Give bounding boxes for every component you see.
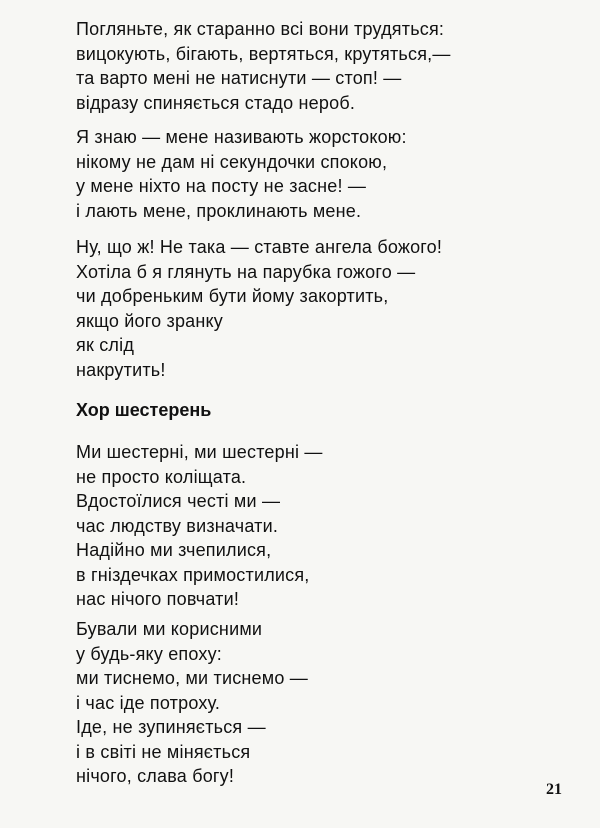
section-title: Хор шестерень [76, 400, 212, 420]
poem-line: у мене ніхто на посту не засне! — [76, 176, 367, 196]
poem-line: в гніздечках примостилися, [76, 564, 310, 585]
poem-line: нікому не дам ні секундочки спокою, [76, 151, 388, 172]
poem-line: і в світі не міняється [76, 741, 251, 762]
poem-line: і лають мене, проклинають мене. [76, 200, 362, 221]
poem-line: як слід [76, 335, 135, 355]
poem-line: час людству визначати. [76, 515, 279, 536]
poem-line: чи добреньким бути йому закортить, [76, 286, 389, 306]
page-number: 21 [546, 781, 562, 798]
poem-line: відразу спиняється стадо нероб. [76, 92, 356, 113]
poem-line: Бували ми корисними [76, 619, 263, 639]
poem-line: Ми шестерні, ми шестерні — [76, 442, 323, 462]
poem-line: накрутить! [76, 359, 166, 380]
poem-line: Іде, не зупиняється — [76, 717, 266, 737]
stanza [76, 617, 308, 789]
poem-line: якщо його зранку [76, 310, 223, 331]
poem-line: ми тиснемо, ми тиснемо — [76, 668, 308, 688]
poem-line: та варто мені не натиснути — стоп! — [76, 68, 402, 88]
stanza [76, 125, 407, 223]
poem-line: Хотіла б я глянуть на парубка гожого — [76, 261, 416, 282]
poem-line: Погляньте, як старанно всі вони трудяться: [76, 19, 445, 39]
stanza [76, 17, 451, 115]
poem-line: у будь-яку епоху: [76, 643, 222, 664]
poem-line: Ну, що ж! Не така — ставте ангела божого! [76, 237, 443, 257]
stanza [76, 235, 442, 382]
poem-line: Я знаю — мене називають жорстокою: [76, 127, 407, 147]
poem-line: нас нічого повчати! [76, 589, 240, 609]
poem-line: нічого, слава богу! [76, 766, 235, 786]
poem-line: Вдостоїлися честі ми — [76, 491, 281, 511]
stanza [76, 440, 323, 612]
poem-line: і час іде потроху. [76, 692, 221, 713]
poem-line: не просто коліщата. [76, 466, 247, 487]
poem-line: Надійно ми зчепилися, [76, 540, 272, 560]
poem-line: вицокують, бігають, вертяться, крутяться,— [76, 43, 451, 64]
